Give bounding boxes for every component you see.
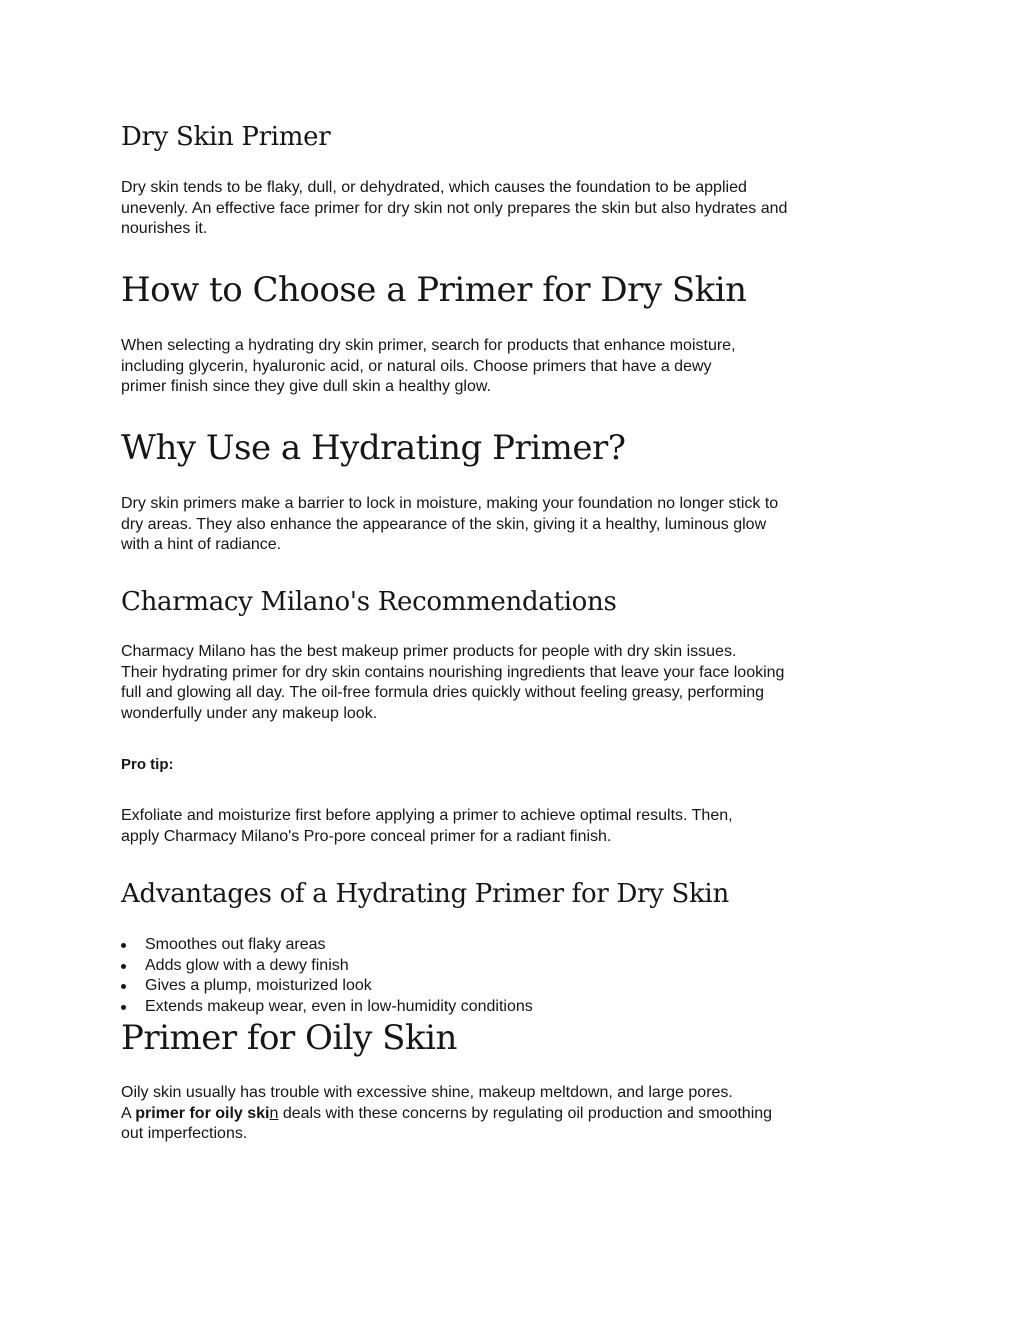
text-line: Charmacy Milano has the best makeup primer products for people with dry skin issues. [121,643,737,660]
advantages-list [121,935,533,1017]
text-line: Exfoliate and moisturize first before applying a primer to achieve optimal results. Then, [121,807,733,824]
text-line: out imperfections. [121,1125,248,1142]
text-line: nourishes it. [121,220,208,237]
text-line: Dry skin tends to be flaky, dull, or dehydrated, which causes the foundation to be applied [121,179,747,196]
text-line: unevenly. An effective face primer for dry skin not only prepares the skin but also hydrates and [121,199,788,217]
text-line: primer finish since they give dull skin a healthy glow. [121,378,491,395]
link-tail-text: n [269,1104,279,1122]
list-item-text: Adds glow with a dewy finish [145,956,349,974]
paragraph-how-to-choose [121,336,911,398]
text-line: When selecting a hydrating dry skin primer, search for products that enhance moisture, [121,337,736,354]
paragraph-oily-skin [121,1083,911,1145]
heading-dry-skin-primer: Dry Skin Primer [121,122,331,152]
heading-recommendations: Charmacy Milano's Recommendations [121,587,617,617]
text-line [121,1104,911,1125]
list-item-text: Smoothes out flaky areas [145,936,326,953]
text-rest: deals with these concerns by regulating oil production and smoothing [278,1104,773,1122]
text-line: with a hint of radiance. [121,536,282,553]
list-item-text: Extends makeup wear, even in low-humidity conditions [145,997,533,1015]
list-item [121,976,533,997]
heading-oily-skin: Primer for Oily Skin [121,1018,457,1058]
text-prefix: A [121,1104,136,1122]
text-line: Oily skin usually has trouble with excessive shine, makeup meltdown, and large pores. [121,1084,733,1101]
text-line: Their hydrating primer for dry skin contains nourishing ingredients that leave your face looking [121,663,785,681]
bullet-icon [121,984,126,989]
heading-why-use: Why Use a Hydrating Primer? [121,428,626,468]
link-bold-text: primer for oily ski [135,1104,270,1122]
text-line: wonderfully under any makeup look. [121,704,378,722]
heading-advantages: Advantages of a Hydrating Primer for Dry Skin [121,879,729,909]
list-item [121,997,533,1018]
text-line: including glycerin, hyaluronic acid, or natural oils. Choose primers that have a dewy [121,357,712,375]
text-line: Dry skin primers make a barrier to lock in moisture, making your foundation no longer stick to [121,495,779,512]
paragraph-why-use [121,494,911,556]
primer-oily-skin-link[interactable] [135,1105,278,1122]
list-item [121,956,533,977]
text-line: dry areas. They also enhance the appearance of the skin, giving it a healthy, luminous glow [121,515,767,533]
text-line: apply Charmacy Milano's Pro-pore conceal primer for a radiant finish. [121,827,612,845]
pro-tip-label: Pro tip: [121,756,174,773]
paragraph-dry-skin [121,178,911,240]
text-line: full and glowing all day. The oil-free formula dries quickly without feeling greasy, performing [121,684,764,701]
paragraph-pro-tip [121,806,911,847]
heading-how-to-choose: How to Choose a Primer for Dry Skin [121,270,747,310]
bullet-icon [121,964,126,969]
paragraph-recommendations [121,642,911,724]
bullet-icon [121,943,126,948]
bullet-icon [121,1005,126,1010]
list-item [121,935,533,956]
list-item-text: Gives a plump, moisturized look [145,977,372,994]
